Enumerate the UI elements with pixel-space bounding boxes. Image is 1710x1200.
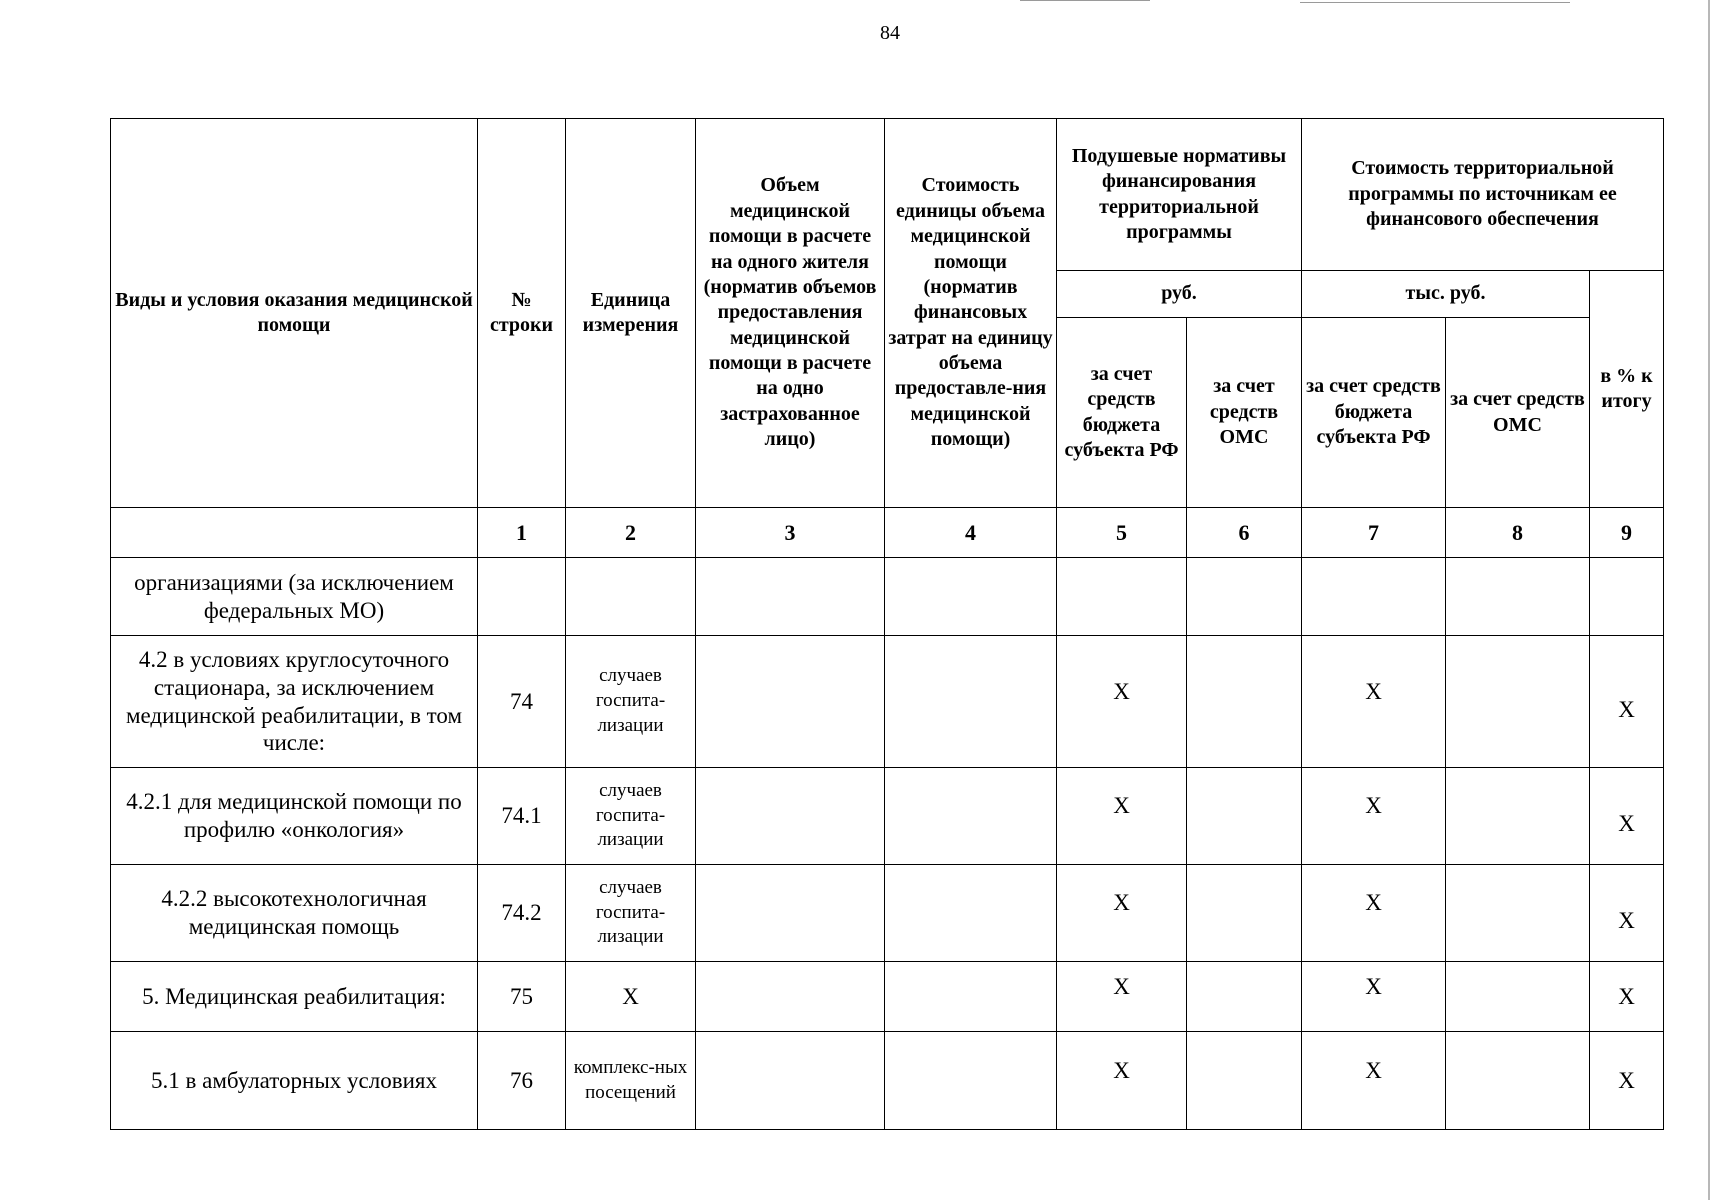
cell-percent <box>1590 636 1664 768</box>
table-row <box>111 865 1664 962</box>
table-row <box>111 768 1664 865</box>
row-unit: случаев госпита-лизации <box>566 865 696 962</box>
row-number: 74.2 <box>478 865 566 962</box>
header-oms-rub: за счет средств ОМС <box>1187 318 1302 508</box>
x-mark: Х <box>1113 793 1130 819</box>
cell-percent <box>1590 1032 1664 1130</box>
cell-cost <box>885 768 1057 865</box>
cell-cost <box>885 1032 1057 1130</box>
scan-artifact-line <box>1300 2 1570 3</box>
x-mark: Х <box>1113 973 1130 999</box>
x-mark: Х <box>1618 1067 1635 1093</box>
header-rub: руб. <box>1057 271 1302 318</box>
cell-volume <box>696 558 885 636</box>
cell-cost <box>885 558 1057 636</box>
row-name: организациями (за исключением федеральных МО) <box>111 558 478 636</box>
row-number: 74.1 <box>478 768 566 865</box>
cell-volume <box>696 1032 885 1130</box>
header-number: 5 <box>1057 508 1187 558</box>
cell-percent <box>1590 558 1664 636</box>
financing-table <box>110 118 1664 1130</box>
header-number: 4 <box>885 508 1057 558</box>
cell-oms-thousand <box>1446 636 1590 768</box>
row-name: 4.2.1 для медицинской помощи по профилю «онкология» <box>111 768 478 865</box>
row-name: 5. Медицинская реабилитация: <box>111 962 478 1032</box>
header-number: 6 <box>1187 508 1302 558</box>
cell-oms-rub <box>1187 1032 1302 1130</box>
cell-budget-thousand <box>1302 768 1446 865</box>
header-cost: Стоимость единицы объема медицинской помощи (норматив финансовых затрат на единицу объема предоставле-ния медицинской помощи) <box>885 119 1057 508</box>
cell-budget-rub <box>1057 636 1187 768</box>
cell-oms-rub <box>1187 962 1302 1032</box>
cell-oms-thousand <box>1446 1032 1590 1130</box>
cell-budget-thousand <box>1302 636 1446 768</box>
x-mark: Х <box>1618 696 1635 722</box>
cell-cost <box>885 962 1057 1032</box>
cell-budget-thousand <box>1302 558 1446 636</box>
x-mark: Х <box>1365 973 1382 999</box>
x-mark: Х <box>1365 678 1382 704</box>
cell-budget-rub <box>1057 865 1187 962</box>
row-name: 4.2 в условиях круглосуточного стационара, за исключением медицинской реабилитации, в том числе: <box>111 636 478 768</box>
row-number: 74 <box>478 636 566 768</box>
header-volume: Объем медицинской помощи в расчете на одного жителя (норматив объемов предоставления медицинской помощи в расчете на одно застрахованное лицо) <box>696 119 885 508</box>
header-number-blank <box>111 508 478 558</box>
cell-budget-thousand <box>1302 1032 1446 1130</box>
header-number: 8 <box>1446 508 1590 558</box>
header-number: 2 <box>566 508 696 558</box>
table-row <box>111 636 1664 768</box>
cell-oms-rub <box>1187 768 1302 865</box>
cell-volume <box>696 636 885 768</box>
header-number: 7 <box>1302 508 1446 558</box>
header-number: 9 <box>1590 508 1664 558</box>
row-unit: комплекс-ных посещений <box>566 1032 696 1130</box>
x-mark: Х <box>1618 983 1635 1009</box>
x-mark: Х <box>1618 908 1635 934</box>
cell-percent <box>1590 768 1664 865</box>
cell-oms-thousand <box>1446 768 1590 865</box>
cell-budget-thousand <box>1302 865 1446 962</box>
cell-oms-thousand <box>1446 865 1590 962</box>
cell-oms-rub <box>1187 865 1302 962</box>
cell-budget-rub <box>1057 768 1187 865</box>
table-row <box>111 558 1664 636</box>
cell-budget-thousand <box>1302 962 1446 1032</box>
header-types: Виды и условия оказания медицинской помощи <box>111 119 478 508</box>
row-number <box>478 558 566 636</box>
row-unit: случаев госпита-лизации <box>566 768 696 865</box>
row-name: 4.2.2 высокотехнологичная медицинская помощь <box>111 865 478 962</box>
cell-cost <box>885 636 1057 768</box>
header-unit: Единица измерения <box>566 119 696 508</box>
cell-budget-rub <box>1057 962 1187 1032</box>
header-budget-rub: за счет средств бюджета субъекта РФ <box>1057 318 1187 508</box>
header-number: 1 <box>478 508 566 558</box>
scan-artifact-line <box>1020 0 1150 1</box>
header-budget-thousand: за счет средств бюджета субъекта РФ <box>1302 318 1446 508</box>
row-name: 5.1 в амбулаторных условиях <box>111 1032 478 1130</box>
row-unit <box>566 558 696 636</box>
header-thousand-rub: тыс. руб. <box>1302 271 1590 318</box>
cell-budget-rub <box>1057 558 1187 636</box>
row-number: 75 <box>478 962 566 1032</box>
row-number: 76 <box>478 1032 566 1130</box>
header-number: 3 <box>696 508 885 558</box>
cell-volume <box>696 865 885 962</box>
cell-cost <box>885 865 1057 962</box>
x-mark: Х <box>1113 678 1130 704</box>
header-oms-thousand: за счет средств ОМС <box>1446 318 1590 508</box>
header-row-no: № строки <box>478 119 566 508</box>
row-unit: Х <box>566 962 696 1032</box>
header-program-cost: Стоимость территориальной программы по источникам ее финансового обеспечения <box>1302 119 1664 271</box>
cell-percent <box>1590 865 1664 962</box>
cell-budget-rub <box>1057 1032 1187 1130</box>
cell-oms-rub <box>1187 636 1302 768</box>
header-per-capita: Подушевые нормативы финансирования территориальной программы <box>1057 119 1302 271</box>
cell-volume <box>696 768 885 865</box>
x-mark: Х <box>1113 1057 1130 1083</box>
table-row <box>111 1032 1664 1130</box>
header-percent: в % к итогу <box>1590 271 1664 508</box>
x-mark: Х <box>1365 793 1382 819</box>
x-mark: Х <box>1365 1057 1382 1083</box>
cell-oms-thousand <box>1446 558 1590 636</box>
cell-volume <box>696 962 885 1032</box>
cell-percent <box>1590 962 1664 1032</box>
table-row <box>111 962 1664 1032</box>
x-mark: Х <box>1618 811 1635 837</box>
x-mark: Х <box>1365 890 1382 916</box>
cell-oms-thousand <box>1446 962 1590 1032</box>
x-mark: Х <box>1113 890 1130 916</box>
page-number: 84 <box>880 22 900 44</box>
row-unit: случаев госпита-лизации <box>566 636 696 768</box>
cell-oms-rub <box>1187 558 1302 636</box>
